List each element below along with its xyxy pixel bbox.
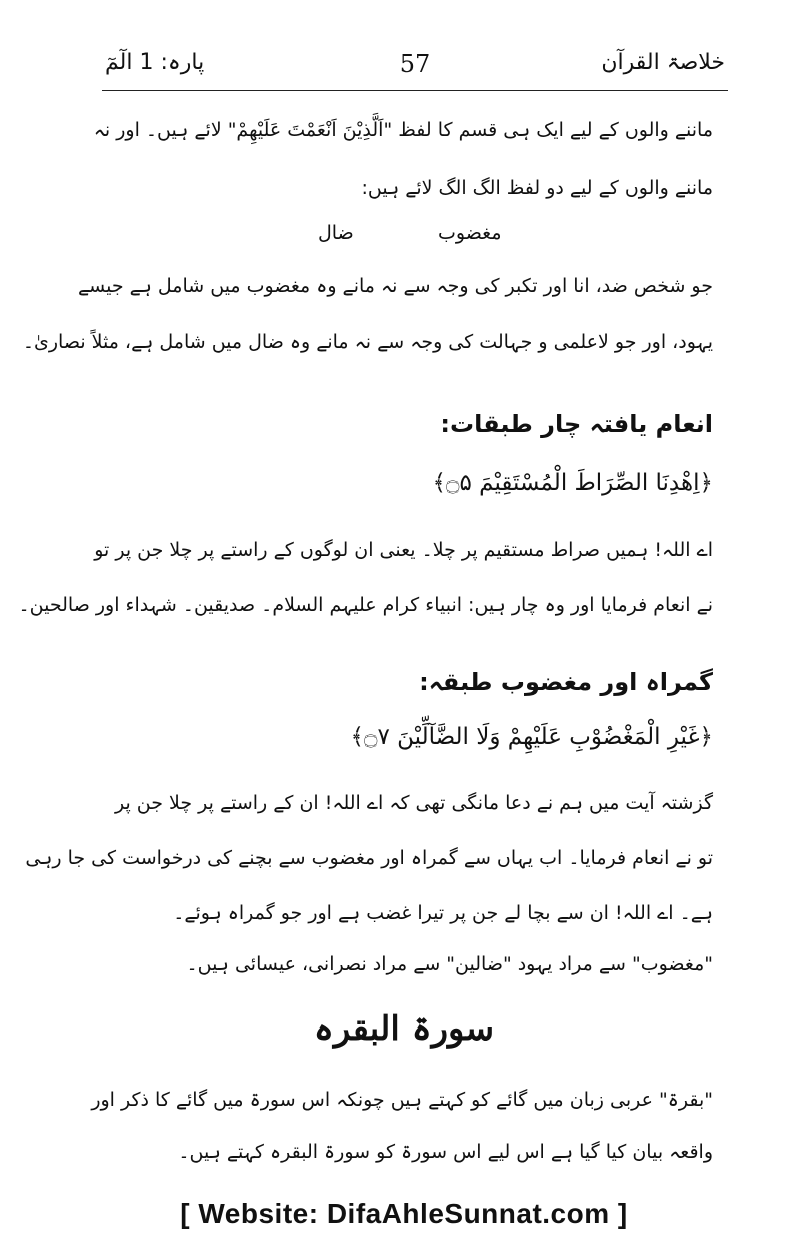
header-divider [102, 90, 728, 91]
explanation-line-1: جو شخص ضد، انا اور تکبر کی وجہ سے نہ مانے وہ مغضوب میں شامل ہے جیسے [78, 275, 713, 297]
surah-line-1: "بقرۃ" عربی زبان میں گائے کو کہتے ہیں چونکہ اس سورۃ میں گائے کا ذکر اور [91, 1089, 713, 1111]
section2-line-1: گزشتہ آیت میں ہم نے دعا مانگی تھی کہ اے اللہ! ان کے راستے پر چلا جن پر [114, 792, 713, 814]
section1-line-1: اے اللہ! ہمیں صراط مستقیم پر چلا۔ یعنی ان لوگوں کے راستے پر چلا جن پر تو [94, 539, 713, 561]
intro-line-2: ماننے والوں کے لیے دو لفظ الگ الگ لائے ہیں: [361, 177, 713, 199]
verse-ihdina: ﴿اِهْدِنَا الصِّرَاطَ الْمُسْتَقِیْمَ ۝۵﴾ [432, 470, 713, 496]
page-header [105, 50, 725, 90]
book-title: خلاصۃ القرآن [601, 50, 725, 75]
page-number: 57 [399, 50, 431, 78]
section2-line-4: "مغضوب" سے مراد یہود "ضالین" سے مراد نصرانی، عیسائی ہیں۔ [186, 953, 713, 975]
section-heading-blessed: انعام یافتہ چار طبقات: [440, 410, 713, 438]
section-heading-astray: گمراہ اور مغضوب طبقہ: [419, 668, 713, 696]
surah-title: سورۃ البقرہ [313, 1009, 495, 1049]
explanation-line-2: یہود، اور جو لاعلمی و جہالت کی وجہ سے نہ مانے وہ ضال میں شامل ہے، مثلاً نصاریٰ۔ [22, 331, 713, 353]
intro-line-1: ماننے والوں کے لیے ایک ہی قسم کا لفظ "اَلَّذِیْنَ اَنْعَمْتَ عَلَیْهِمْ" لائے ہیں۔ اور نہ [93, 119, 713, 141]
para-label: پارہ: 1 الٓمٓ [105, 50, 205, 75]
term-daal: ضال [318, 222, 354, 244]
verse-ghayril: ﴿غَیْرِ الْمَغْضُوْبِ عَلَیْهِمْ وَلَا الضَّآلِّیْنَ ۝۷﴾ [350, 724, 713, 750]
website-footer: [ Website: DifaAhleSunnat.com ] [180, 1198, 628, 1229]
section2-line-3: ہے۔ اے اللہ! ان سے بچا لے جن پر تیرا غضب ہے اور جو گمراہ ہوئے۔ [173, 902, 713, 924]
surah-line-2: واقعہ بیان کیا گیا ہے اس لیے اس سورۃ کو سورۃ البقرہ کہتے ہیں۔ [178, 1141, 713, 1163]
term-maghdoob: مغضوب [438, 222, 502, 244]
section1-line-2: نے انعام فرمایا اور وہ چار ہیں: انبیاء کرام علیہم السلام۔ صدیقین۔ شہداء اور صالحین۔ [18, 594, 713, 616]
section2-line-2: تو نے انعام فرمایا۔ اب یہاں سے گمراہ اور مغضوب سے بچنے کی درخواست کی جا رہی [25, 847, 713, 869]
